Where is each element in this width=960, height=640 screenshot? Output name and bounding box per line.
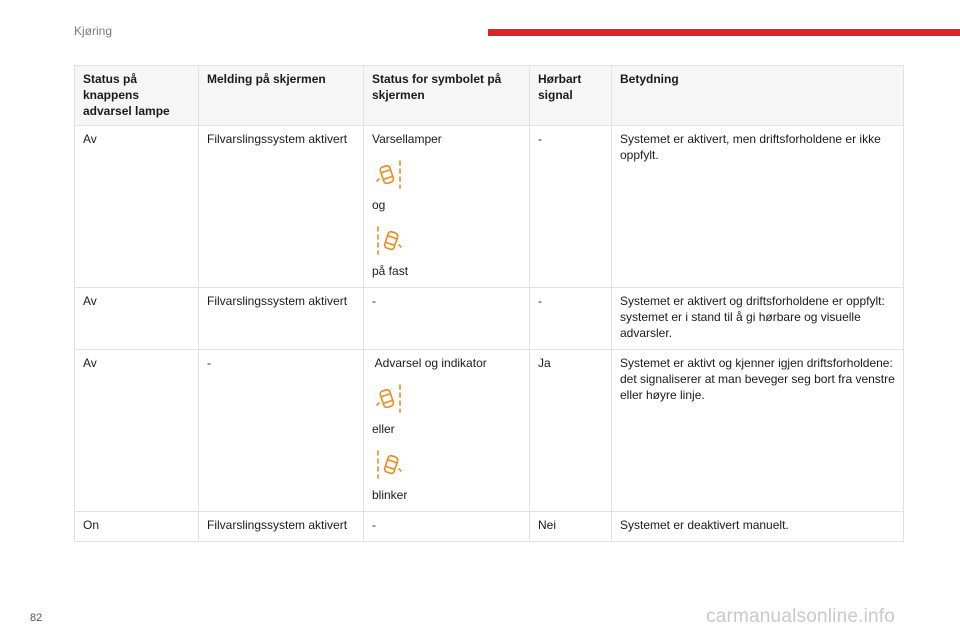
cell-signal: Nei [530, 512, 612, 542]
page-number: 82 [30, 612, 43, 624]
symbol-title: Advarsel og indikator [372, 356, 487, 370]
symbol-connector: eller [372, 422, 395, 436]
cell-symbol [364, 350, 530, 512]
lane-departure-right-icon [374, 449, 521, 479]
cell-message: Filvarslingssystem aktivert [199, 512, 364, 542]
cell-message: - [199, 350, 364, 512]
cell-meaning: Systemet er aktivert og driftsforholdene er oppfylt: systemet er i stand til å gi hørbare og visuelle advarsler. [612, 288, 904, 350]
cell-status: Av [75, 350, 199, 512]
cell-message: Filvarslingssystem aktivert [199, 126, 364, 288]
header-meaning: Betydning [612, 66, 904, 126]
cell-signal: Ja [530, 350, 612, 512]
header-screen-message: Melding på skjermen [199, 66, 364, 126]
cell-signal: - [530, 288, 612, 350]
header-accent-bar [488, 29, 960, 36]
cell-symbol: - [364, 288, 530, 350]
cell-status: Av [75, 126, 199, 288]
header-button-lamp-status: Status på knappens advarsel lampe [75, 66, 199, 126]
cell-message: Filvarslingssystem aktivert [199, 288, 364, 350]
cell-status: On [75, 512, 199, 542]
lane-departure-left-icon [374, 383, 521, 413]
symbol-connector: og [372, 198, 386, 212]
section-title: Kjøring [74, 24, 113, 38]
table-row [75, 126, 904, 288]
header-audible-signal: Hørbart signal [530, 66, 612, 126]
cell-symbol [364, 126, 530, 288]
symbol-state: blinker [372, 488, 408, 502]
cell-signal: - [530, 126, 612, 288]
symbol-title: Varsellamper [372, 132, 442, 146]
cell-meaning: Systemet er aktivt og kjenner igjen driftsforholdene: det signaliserer at man beveger seg bort fra venstre eller høyre linje. [612, 350, 904, 512]
cell-meaning: Systemet er aktivert, men driftsforholdene er ikke oppfylt. [612, 126, 904, 288]
table-row [75, 288, 904, 350]
symbol-state: på fast [372, 264, 409, 278]
table-row [75, 512, 904, 542]
cell-meaning: Systemet er deaktivert manuelt. [612, 512, 904, 542]
lane-departure-left-icon [374, 159, 521, 189]
table-header-row [75, 66, 904, 126]
watermark-text: carmanualsonline.info [706, 606, 896, 627]
lane-departure-status-table [74, 65, 904, 542]
cell-status: Av [75, 288, 199, 350]
header-symbol-status: Status for symbolet på skjermen [364, 66, 530, 126]
lane-departure-right-icon [374, 225, 521, 255]
cell-symbol: - [364, 512, 530, 542]
table-row [75, 350, 904, 512]
